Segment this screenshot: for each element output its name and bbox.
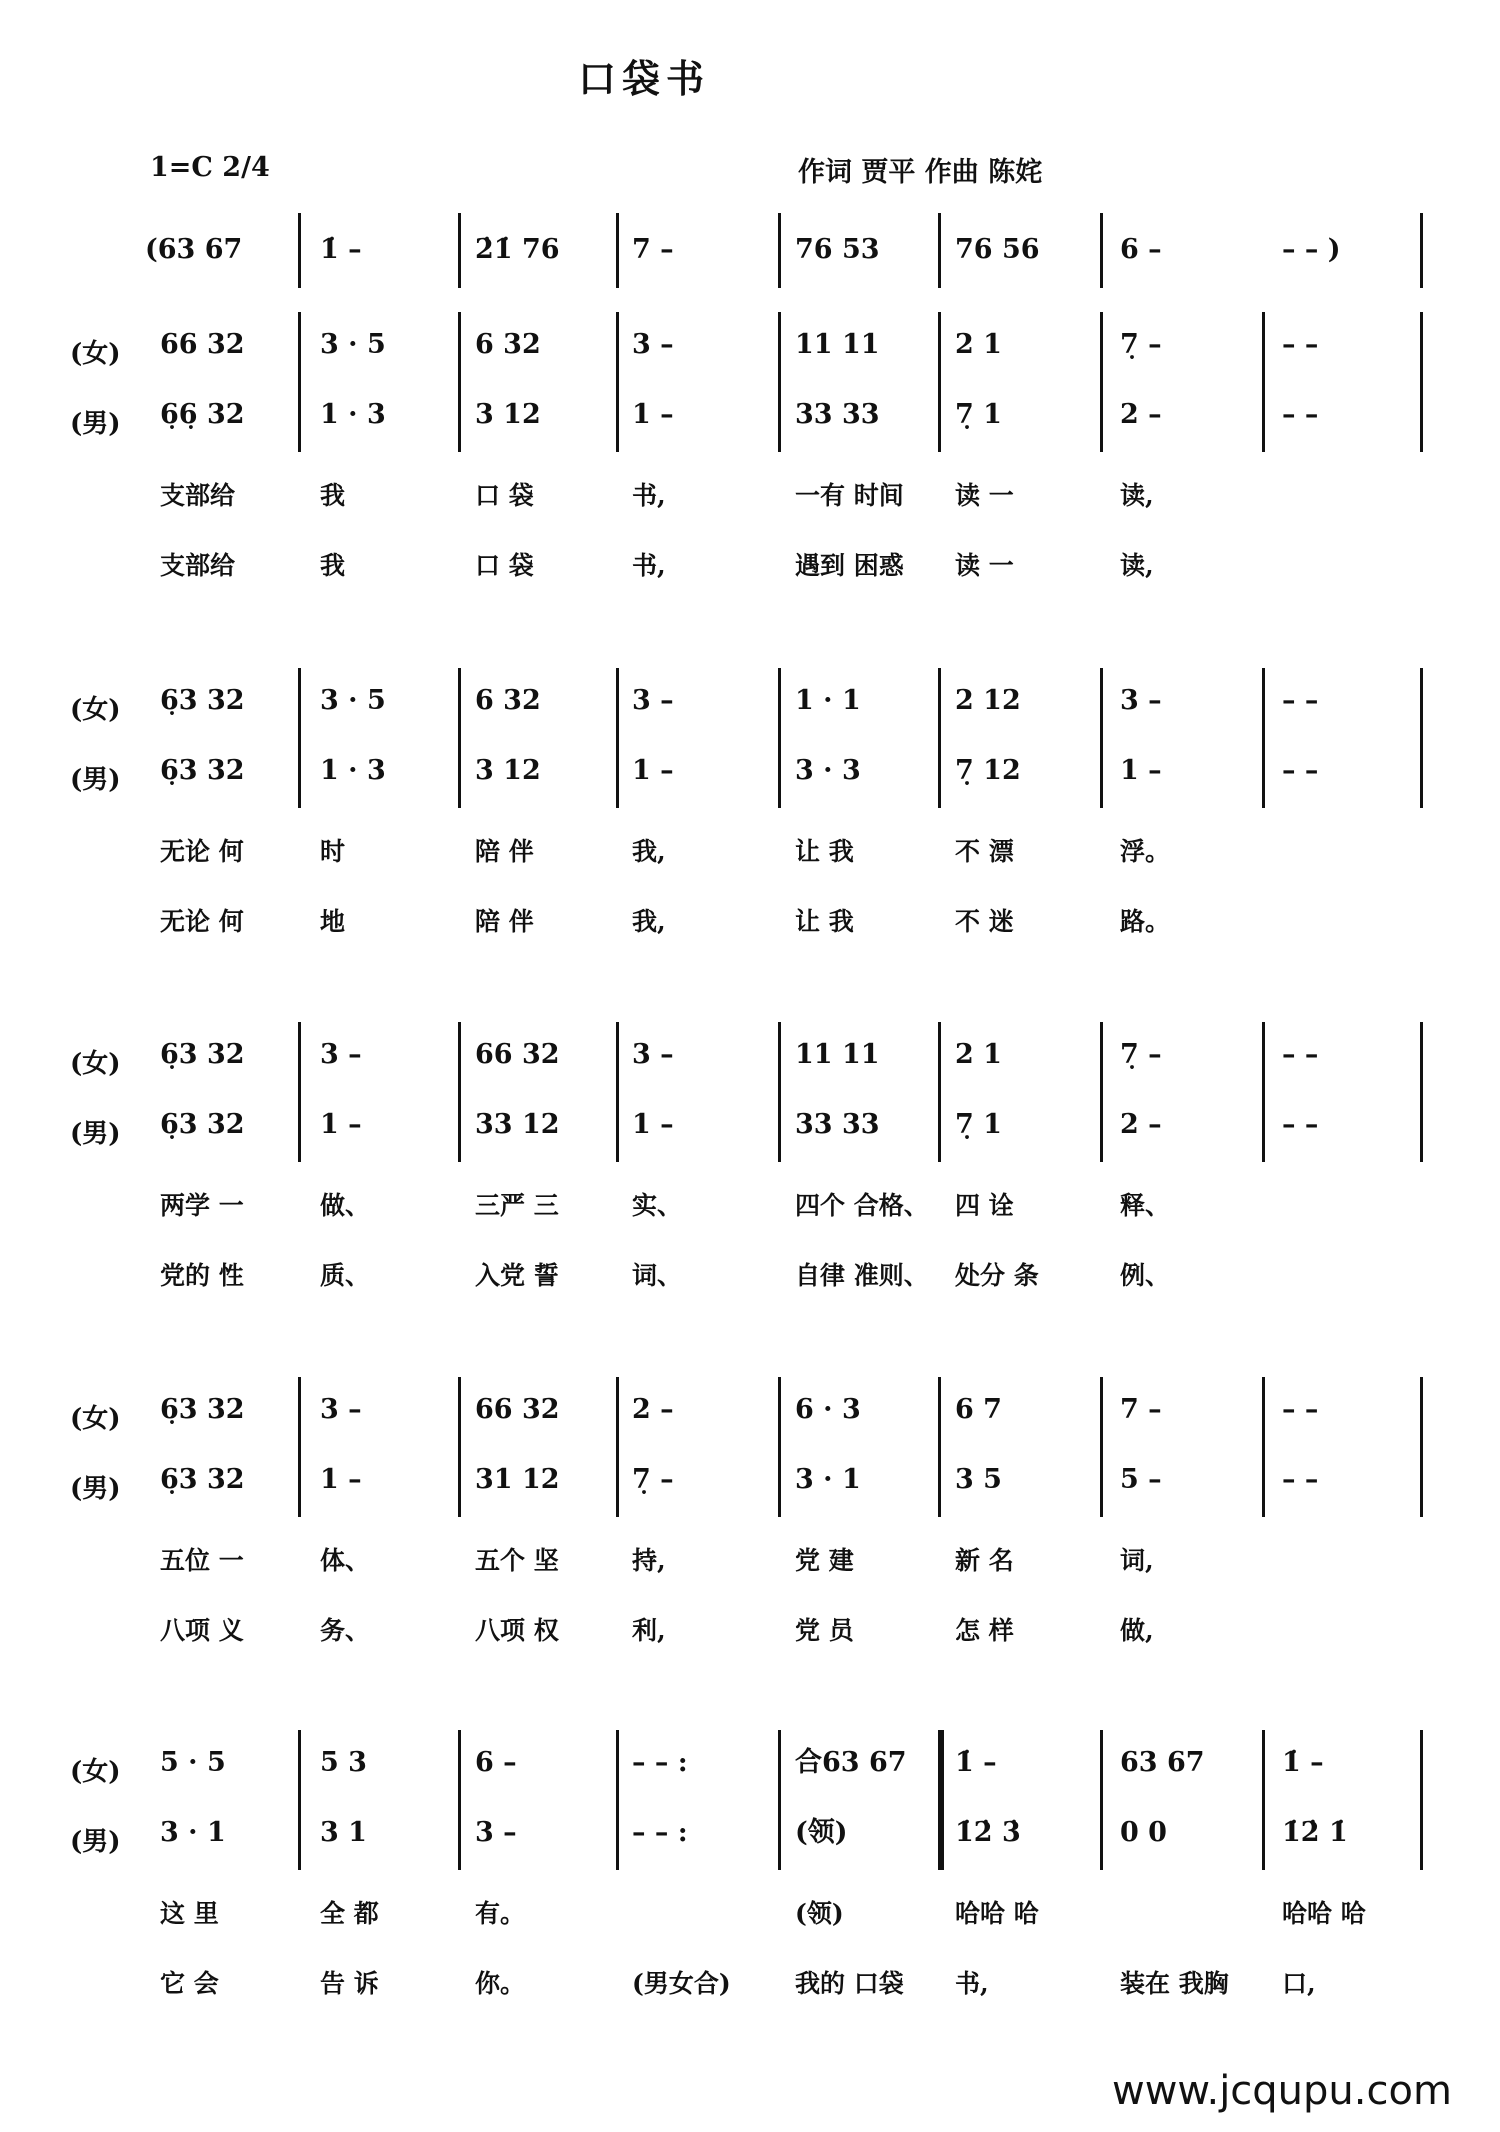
women-measure: 3 – xyxy=(1120,685,1162,716)
barline xyxy=(1262,668,1265,808)
women-measure: 66 32 xyxy=(475,1394,560,1425)
barline xyxy=(778,1377,781,1517)
barline xyxy=(458,1730,461,1870)
lyric-verse-1: 无论 何 xyxy=(160,837,244,866)
lyric-verse-2: 书, xyxy=(632,551,666,580)
song-title: 口袋书 xyxy=(578,56,711,101)
barline xyxy=(1420,1730,1423,1870)
men-measure: 3 · 3 xyxy=(795,755,861,786)
women-measure: 2 12 xyxy=(955,685,1021,716)
barline xyxy=(458,312,461,452)
women-measure: 7̣ – xyxy=(1120,329,1162,360)
lyric-verse-2: 词、 xyxy=(632,1261,683,1290)
women-measure: 6̣3 32 xyxy=(160,1039,245,1070)
lyric-verse-2: 怎 样 xyxy=(955,1616,1014,1645)
women-measure: 5 · 5 xyxy=(160,1747,226,1778)
barline xyxy=(616,668,619,808)
lyric-verse-2: 遇到 困惑 xyxy=(795,551,904,580)
women-measure: 2 – xyxy=(632,1394,674,1425)
lyric-verse-1: 三严 三 xyxy=(475,1191,559,1220)
barline xyxy=(778,213,781,288)
lyric-verse-2: 口 袋 xyxy=(475,551,534,580)
women-measure: 6 32 xyxy=(475,685,541,716)
barline xyxy=(938,668,941,808)
men-measure: 0 0 xyxy=(1120,1817,1167,1848)
lyric-verse-1: 四个 合格、 xyxy=(795,1191,929,1220)
barline xyxy=(1100,668,1103,808)
intro-measure: 1̇ – xyxy=(320,234,362,265)
barline xyxy=(1262,312,1265,452)
women-measure: 3 – xyxy=(320,1394,362,1425)
intro-measure: 2̇1̇ 76 xyxy=(475,234,560,265)
women-measure: – – xyxy=(1282,1039,1319,1070)
lyric-verse-2: 质、 xyxy=(320,1261,371,1290)
intro-measure: – – ) xyxy=(1282,234,1341,265)
lyric-verse-2: 处分 条 xyxy=(955,1261,1039,1290)
key-signature: 1=C 2/4 xyxy=(150,152,270,183)
lyric-verse-1: 有。 xyxy=(475,1899,526,1928)
lyric-verse-2: 做, xyxy=(1120,1616,1154,1645)
lyric-verse-2: 入党 誓 xyxy=(475,1261,559,1290)
lyric-verse-2: 装在 我胸 xyxy=(1120,1969,1229,1998)
lyric-verse-1: 书, xyxy=(632,481,666,510)
lyric-verse-2: 口, xyxy=(1282,1969,1316,1998)
women-measure: 63 67 xyxy=(1120,1747,1205,1778)
lyric-verse-2: 它 会 xyxy=(160,1969,219,1998)
men-measure: – – xyxy=(1282,399,1319,430)
lyric-verse-2: 陪 伴 xyxy=(475,907,534,936)
lyric-verse-1: 词, xyxy=(1120,1546,1154,1575)
barline xyxy=(616,312,619,452)
barline xyxy=(778,1022,781,1162)
watermark: www.jcqupu.com xyxy=(1112,2068,1452,2114)
men-measure: 3 · 1 xyxy=(795,1464,861,1495)
lyric-verse-2: 例、 xyxy=(1120,1261,1171,1290)
barline xyxy=(938,1022,941,1162)
lyric-verse-2: 我 xyxy=(320,551,346,580)
women-measure: 11 11 xyxy=(795,329,880,360)
barline xyxy=(298,312,301,452)
lyric-verse-2: 自律 准则、 xyxy=(795,1261,929,1290)
barline xyxy=(298,1377,301,1517)
women-measure: 6 · 3 xyxy=(795,1394,861,1425)
women-measure: 6 – xyxy=(475,1747,517,1778)
men-measure: 6̣3 32 xyxy=(160,1109,245,1140)
women-measure: 66 32 xyxy=(475,1039,560,1070)
barline xyxy=(1100,213,1103,288)
lyric-verse-2: 不 迷 xyxy=(955,907,1014,936)
barline xyxy=(458,668,461,808)
men-measure: 33 12 xyxy=(475,1109,560,1140)
men-measure: 3 – xyxy=(475,1817,517,1848)
women-measure: – – xyxy=(1282,685,1319,716)
lyric-verse-2: 党 员 xyxy=(795,1616,854,1645)
lyric-verse-1: 读 一 xyxy=(955,481,1014,510)
women-measure: 6̣3 32 xyxy=(160,1394,245,1425)
barline xyxy=(298,1730,301,1870)
barline xyxy=(1100,1022,1103,1162)
women-measure: 11 11 xyxy=(795,1039,880,1070)
men-measure: – – xyxy=(1282,1464,1319,1495)
women-measure: – – : xyxy=(632,1747,688,1778)
lyric-verse-1: 时 xyxy=(320,837,346,866)
men-measure: 1 – xyxy=(320,1109,362,1140)
lyric-verse-1: 持, xyxy=(632,1546,666,1575)
barline xyxy=(778,1730,781,1870)
women-measure: 3 – xyxy=(632,329,674,360)
women-measure: 66 32 xyxy=(160,329,245,360)
lyric-verse-2: 无论 何 xyxy=(160,907,244,936)
intro-measure: 6 – xyxy=(1120,234,1162,265)
men-measure: 5 – xyxy=(1120,1464,1162,1495)
men-measure: 1̇2̇ 3̇ xyxy=(955,1817,1021,1848)
men-measure: 2 – xyxy=(1120,399,1162,430)
label-women: (女) xyxy=(70,1049,121,1079)
label-men: (男) xyxy=(70,1827,121,1857)
barline xyxy=(298,1022,301,1162)
barline xyxy=(778,312,781,452)
barline xyxy=(616,1730,619,1870)
label-women: (女) xyxy=(70,1404,121,1434)
men-measure: 7̣ – xyxy=(632,1464,674,1495)
lyric-verse-1: 体、 xyxy=(320,1546,371,1575)
men-measure: 1 · 3 xyxy=(320,399,386,430)
lyric-verse-1: 哈哈 哈 xyxy=(1282,1899,1366,1928)
intro-measure: 7 – xyxy=(632,234,674,265)
lyric-verse-1: 读, xyxy=(1120,481,1154,510)
men-measure: 31 12 xyxy=(475,1464,560,1495)
lyric-verse-1: 这 里 xyxy=(160,1899,219,1928)
barline xyxy=(938,213,941,288)
women-measure: 5 3 xyxy=(320,1747,367,1778)
men-measure: 3 12 xyxy=(475,755,541,786)
men-measure: – – xyxy=(1282,755,1319,786)
women-measure: 3 – xyxy=(320,1039,362,1070)
lyric-verse-1: 四 诠 xyxy=(955,1191,1014,1220)
barline xyxy=(938,1377,941,1517)
women-measure: 2 1 xyxy=(955,1039,1002,1070)
barline xyxy=(616,213,619,288)
women-measure: 7̣ – xyxy=(1120,1039,1162,1070)
barline xyxy=(1262,1022,1265,1162)
barline xyxy=(616,1022,619,1162)
barline xyxy=(1262,1730,1265,1870)
lyric-verse-2: 告 诉 xyxy=(320,1969,379,1998)
lyric-verse-1: 我, xyxy=(632,837,666,866)
lyric-verse-2: 地 xyxy=(320,907,346,936)
barline xyxy=(1420,213,1423,288)
lyric-verse-2: 党的 性 xyxy=(160,1261,244,1290)
women-measure: 3 – xyxy=(632,1039,674,1070)
barline xyxy=(458,1377,461,1517)
lyric-verse-1: 全 都 xyxy=(320,1899,379,1928)
lyric-verse-2: 支部给 xyxy=(160,551,236,580)
men-measure: 3 5 xyxy=(955,1464,1002,1495)
barline xyxy=(1420,1022,1423,1162)
credits: 作词 贾平 作曲 陈姹 xyxy=(798,157,1043,188)
lyric-verse-1: 不 漂 xyxy=(955,837,1014,866)
women-measure: 2 1 xyxy=(955,329,1002,360)
barline xyxy=(298,213,301,288)
lyric-verse-2: 读, xyxy=(1120,551,1154,580)
barline xyxy=(1100,312,1103,452)
lyric-verse-2: 你。 xyxy=(475,1969,526,1998)
intro-measure: 76 56 xyxy=(955,234,1040,265)
lyric-verse-2: 我, xyxy=(632,907,666,936)
women-measure: – – xyxy=(1282,329,1319,360)
women-measure: – – xyxy=(1282,1394,1319,1425)
lyric-verse-1: 实、 xyxy=(632,1191,683,1220)
men-measure: 1 – xyxy=(632,755,674,786)
lyric-verse-2: 让 我 xyxy=(795,907,854,936)
barline xyxy=(1100,1377,1103,1517)
lyric-verse-1: 支部给 xyxy=(160,481,236,510)
lyric-verse-1: 党 建 xyxy=(795,1546,854,1575)
women-measure: 3 – xyxy=(632,685,674,716)
label-women: (女) xyxy=(70,695,121,725)
men-measure: 1 – xyxy=(632,399,674,430)
barline xyxy=(458,1022,461,1162)
lyric-verse-1: 口 袋 xyxy=(475,481,534,510)
women-measure: 6̣3 32 xyxy=(160,685,245,716)
label-men: (男) xyxy=(70,409,121,439)
women-measure: 6 7 xyxy=(955,1394,1002,1425)
men-measure: 7̣ 1 xyxy=(955,1109,1002,1140)
women-measure: 1̇ – xyxy=(1282,1747,1324,1778)
men-measure: 1 – xyxy=(320,1464,362,1495)
lyric-verse-1: 五位 一 xyxy=(160,1546,244,1575)
label-women: (女) xyxy=(70,1757,121,1787)
intro-measure: 76 53 xyxy=(795,234,880,265)
lyric-verse-1: (领) xyxy=(795,1899,844,1928)
men-measure: 6̣3 32 xyxy=(160,1464,245,1495)
men-measure: – – xyxy=(1282,1109,1319,1140)
men-measure: 3 1 xyxy=(320,1817,367,1848)
barline xyxy=(1100,1730,1103,1870)
men-measure: 7̣ 12 xyxy=(955,755,1021,786)
lyric-verse-2: 务、 xyxy=(320,1616,371,1645)
men-measure: 1 – xyxy=(632,1109,674,1140)
lyric-verse-2: 八项 义 xyxy=(160,1616,244,1645)
men-measure: 7̣ 1 xyxy=(955,399,1002,430)
men-measure: 3 12 xyxy=(475,399,541,430)
women-measure: 6 32 xyxy=(475,329,541,360)
men-measure: 6̣6̣ 32 xyxy=(160,399,245,430)
lyric-verse-1: 五个 坚 xyxy=(475,1546,559,1575)
intro-measure: (63 67 xyxy=(145,234,243,265)
men-measure: 3 · 1 xyxy=(160,1817,226,1848)
lyric-verse-2: 八项 权 xyxy=(475,1616,559,1645)
barline xyxy=(458,213,461,288)
men-measure: 1̇2̇ 1̇ xyxy=(1282,1817,1348,1848)
barline xyxy=(1420,668,1423,808)
men-measure: 1 – xyxy=(1120,755,1162,786)
lyric-verse-2: 利, xyxy=(632,1616,666,1645)
lyric-verse-1: 释、 xyxy=(1120,1191,1171,1220)
lyric-verse-1: 我 xyxy=(320,481,346,510)
lyric-verse-1: 新 名 xyxy=(955,1546,1014,1575)
lyric-verse-2: 书, xyxy=(955,1969,989,1998)
barline xyxy=(1420,312,1423,452)
lyric-verse-1: 哈哈 哈 xyxy=(955,1899,1039,1928)
men-measure: 33 33 xyxy=(795,1109,880,1140)
women-measure: 1 · 1 xyxy=(795,685,861,716)
barline xyxy=(938,312,941,452)
men-measure: 6̣3 32 xyxy=(160,755,245,786)
women-measure: 1̇ – xyxy=(955,1747,997,1778)
lyric-verse-1: 两学 一 xyxy=(160,1191,244,1220)
women-measure: 合63 67 xyxy=(795,1747,907,1778)
label-women: (女) xyxy=(70,339,121,369)
men-measure: 33 33 xyxy=(795,399,880,430)
barline xyxy=(1262,1377,1265,1517)
women-measure: 7 – xyxy=(1120,1394,1162,1425)
women-measure: 3 · 5 xyxy=(320,329,386,360)
lyric-verse-2: (男女合) xyxy=(632,1969,731,1998)
label-men: (男) xyxy=(70,1119,121,1149)
barline xyxy=(778,668,781,808)
lyric-verse-1: 一有 时间 xyxy=(795,481,904,510)
men-measure: 2 – xyxy=(1120,1109,1162,1140)
lyric-verse-1: 做、 xyxy=(320,1191,371,1220)
men-measure: 1 · 3 xyxy=(320,755,386,786)
barline xyxy=(616,1377,619,1517)
barline xyxy=(298,668,301,808)
barline xyxy=(938,1730,944,1870)
barline xyxy=(1420,1377,1423,1517)
lyric-verse-2: 我的 口袋 xyxy=(795,1969,904,1998)
men-measure: (领) xyxy=(795,1817,848,1848)
lyric-verse-1: 陪 伴 xyxy=(475,837,534,866)
women-measure: 3 · 5 xyxy=(320,685,386,716)
lyric-verse-1: 浮。 xyxy=(1120,837,1171,866)
label-men: (男) xyxy=(70,765,121,795)
lyric-verse-2: 路。 xyxy=(1120,907,1171,936)
label-men: (男) xyxy=(70,1474,121,1504)
lyric-verse-2: 读 一 xyxy=(955,551,1014,580)
men-measure: – – : xyxy=(632,1817,688,1848)
lyric-verse-1: 让 我 xyxy=(795,837,854,866)
